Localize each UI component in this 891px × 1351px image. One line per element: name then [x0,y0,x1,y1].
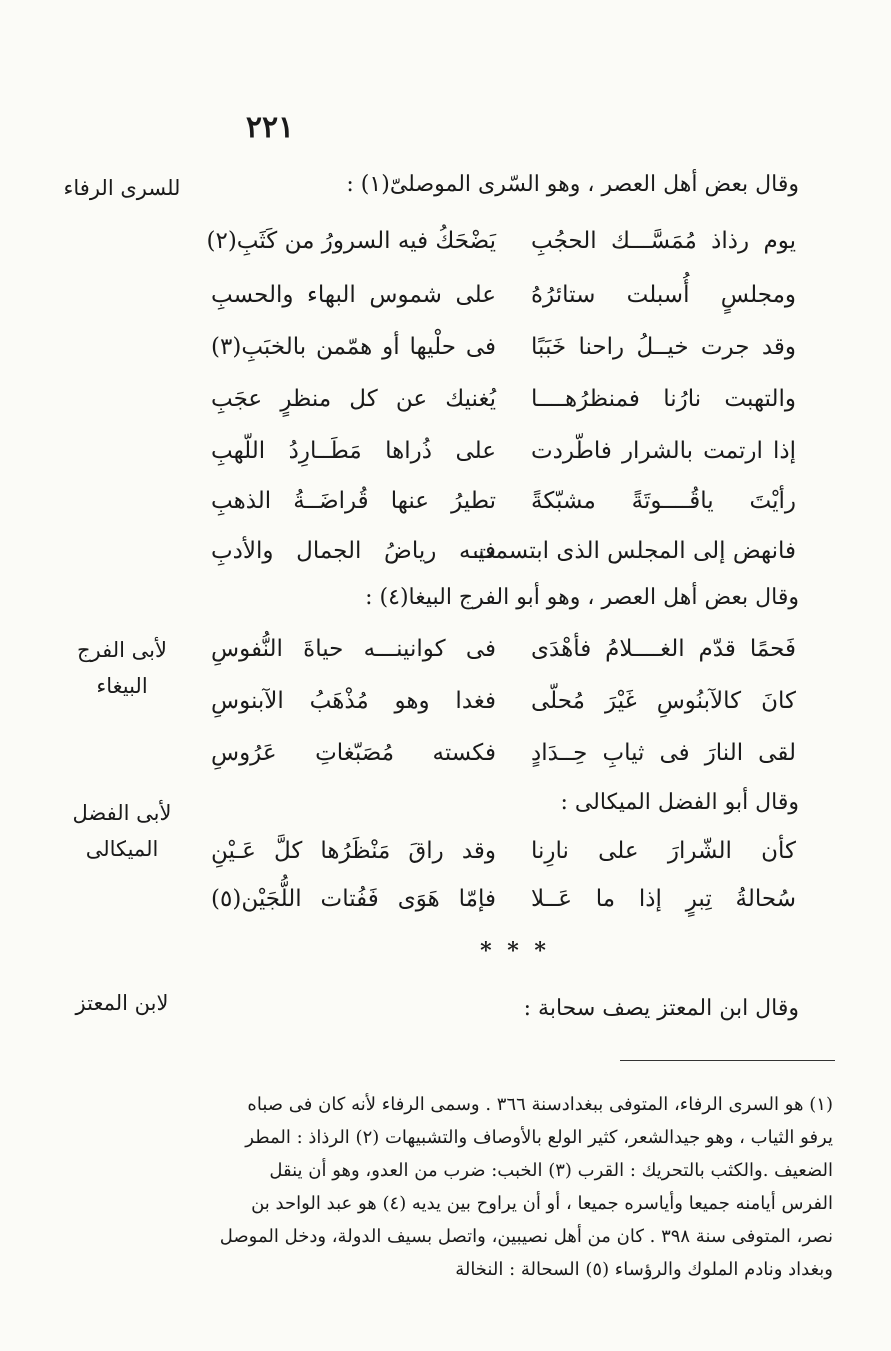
verse-second-hemistich: فى كوانينـــه حياةَ النُّفوسِ [211,636,496,662]
verse-first-hemistich: والتهبت نارُنا فمنظرُهــــا [531,386,796,412]
intro-line-mikali: وقال أبو الفضل الميكالى : [560,790,799,815]
verse-first-hemistich: ومجلسٍ أُسبلت ستائرُهُ [531,282,796,308]
verse-second-hemistich: على شموس البهاء والحسبِ [211,282,496,308]
verse-first-hemistich: يوم رذاذ مُمَسَّـــك الحجُبِ [531,228,796,254]
margin-note-mikali: لأبى الفضل الميكالى [72,801,172,861]
verse [211,282,796,332]
verse-second-hemistich: فى حلْيها أو همّمن بالخبَبِ(٣) [211,334,496,360]
verse-first-hemistich: كانَ كالآبنُوسِ غَيْرَ مُحلّى [531,688,796,714]
section-separator: * * * [480,938,550,964]
verse-second-hemistich: فكسته مُصَبّغاتِ عَرُوسِ [211,740,496,766]
verse-first-hemistich: إذا ارتمت بالشرار فاطّردت [531,438,796,464]
verse-second-hemistich: فإمّا هَوَى فَفُتات اللُّجَيْن(٥) [211,886,496,912]
footnote-line: يرفو الثياب ، وهو جيدالشعر، كثير الولع بالأوصاف والتشبيهات (٢) الرذاذ : المطر [245,1127,833,1148]
footnote-line: وبغداد ونادم الملوك والرؤساء (٥) السحالة : النخالة [455,1259,833,1280]
verse-second-hemistich: فغدا وهو مُذْهَبُ الآبنوسِ [211,688,496,714]
margin-note-babbagha: لأبى الفرج البيغاء [77,638,167,698]
margin-note-sari: للسرى الرفاء [63,176,181,200]
intro-line-sari: وقال بعض أهل العصر ، وهو السّرى الموصلىّ(١) : [346,172,799,197]
footnotes [195,1088,833,1286]
verse [211,688,796,738]
page-number: ٢٢١ [245,110,295,145]
verse [211,438,796,488]
footnote-line: نصر، المتوفى سنة ٣٩٨ . كان من أهل نصيبين، واتصل بسيف الدولة، ودخل الموصل [219,1226,833,1247]
verse-second-hemistich: يَضْحَكُ فيه السرورُ من كَثَبِ(٢) [206,228,496,254]
intro-line-babbagha: وقال بعض أهل العصر ، وهو أبو الفرج البيغا(٤) : [365,585,799,610]
verse-first-hemistich: كأن الشّرارَ على نارِنا [531,838,796,864]
footnote-line: الفرس أيامنه جميعا وأياسره جميعا ، أو أن يراوح بين يديه (٤) هو عبد الواحد بن [251,1193,833,1214]
verse [206,228,796,278]
verse [211,886,796,936]
verse-second-hemistich: تطيرُ عنها قُراضَــةُ الذهبِ [211,488,496,514]
verse-first-hemistich: فَحمًا قدّم الغــــلامُ فأهْدَى [531,636,796,662]
verse [211,488,796,538]
margin-note-ibn-mutazz: لابن المعتز [75,991,169,1015]
verse-first-hemistich: فانهض إلى المجلس الذى ابتسمت [472,538,796,564]
verse-first-hemistich: لقى النارَ فى ثيابِ حِــدَادٍ [531,740,796,766]
verse-second-hemistich: فيـه رياضُ الجمال والأدبِ [211,538,496,564]
verse-first-hemistich: سُحالةُ تِبرٍ إذا ما عَــلا [531,886,796,912]
footnote-line: (١) هو السرى الرفاء، المتوفى ببغدادسنة ٣٦٦ . وسمى الرفاء لأنه كان فى صباه [247,1094,833,1115]
footnote-divider [620,1060,835,1061]
verse-second-hemistich: يُغنيك عن كل منظرٍ عجَبِ [211,386,496,412]
verse-second-hemistich: على ذُراها مَطَــارِدُ اللّهبِ [211,438,496,464]
verse [211,740,796,790]
verse [211,838,796,888]
verse-first-hemistich: رأيْتَ ياقُــــوتَةً مشبّكةً [531,488,796,514]
verse-first-hemistich: وقد جرت خيــلُ راحنا خَبَبًا [531,334,796,360]
footnote-line: الضعيف .والكثب بالتحريك : القرب (٣) الخبب: ضرب من العدو، وهو أن ينقل [269,1160,833,1181]
verse [211,386,796,436]
verse [211,538,796,588]
verse [211,636,796,686]
verse-second-hemistich: وقد راقَ مَنْظَرُها كلَّ عَـيْنِ [211,838,496,864]
intro-line-ibn-mutazz: وقال ابن المعتز يصف سحابة : [523,996,799,1021]
verse [211,334,796,384]
